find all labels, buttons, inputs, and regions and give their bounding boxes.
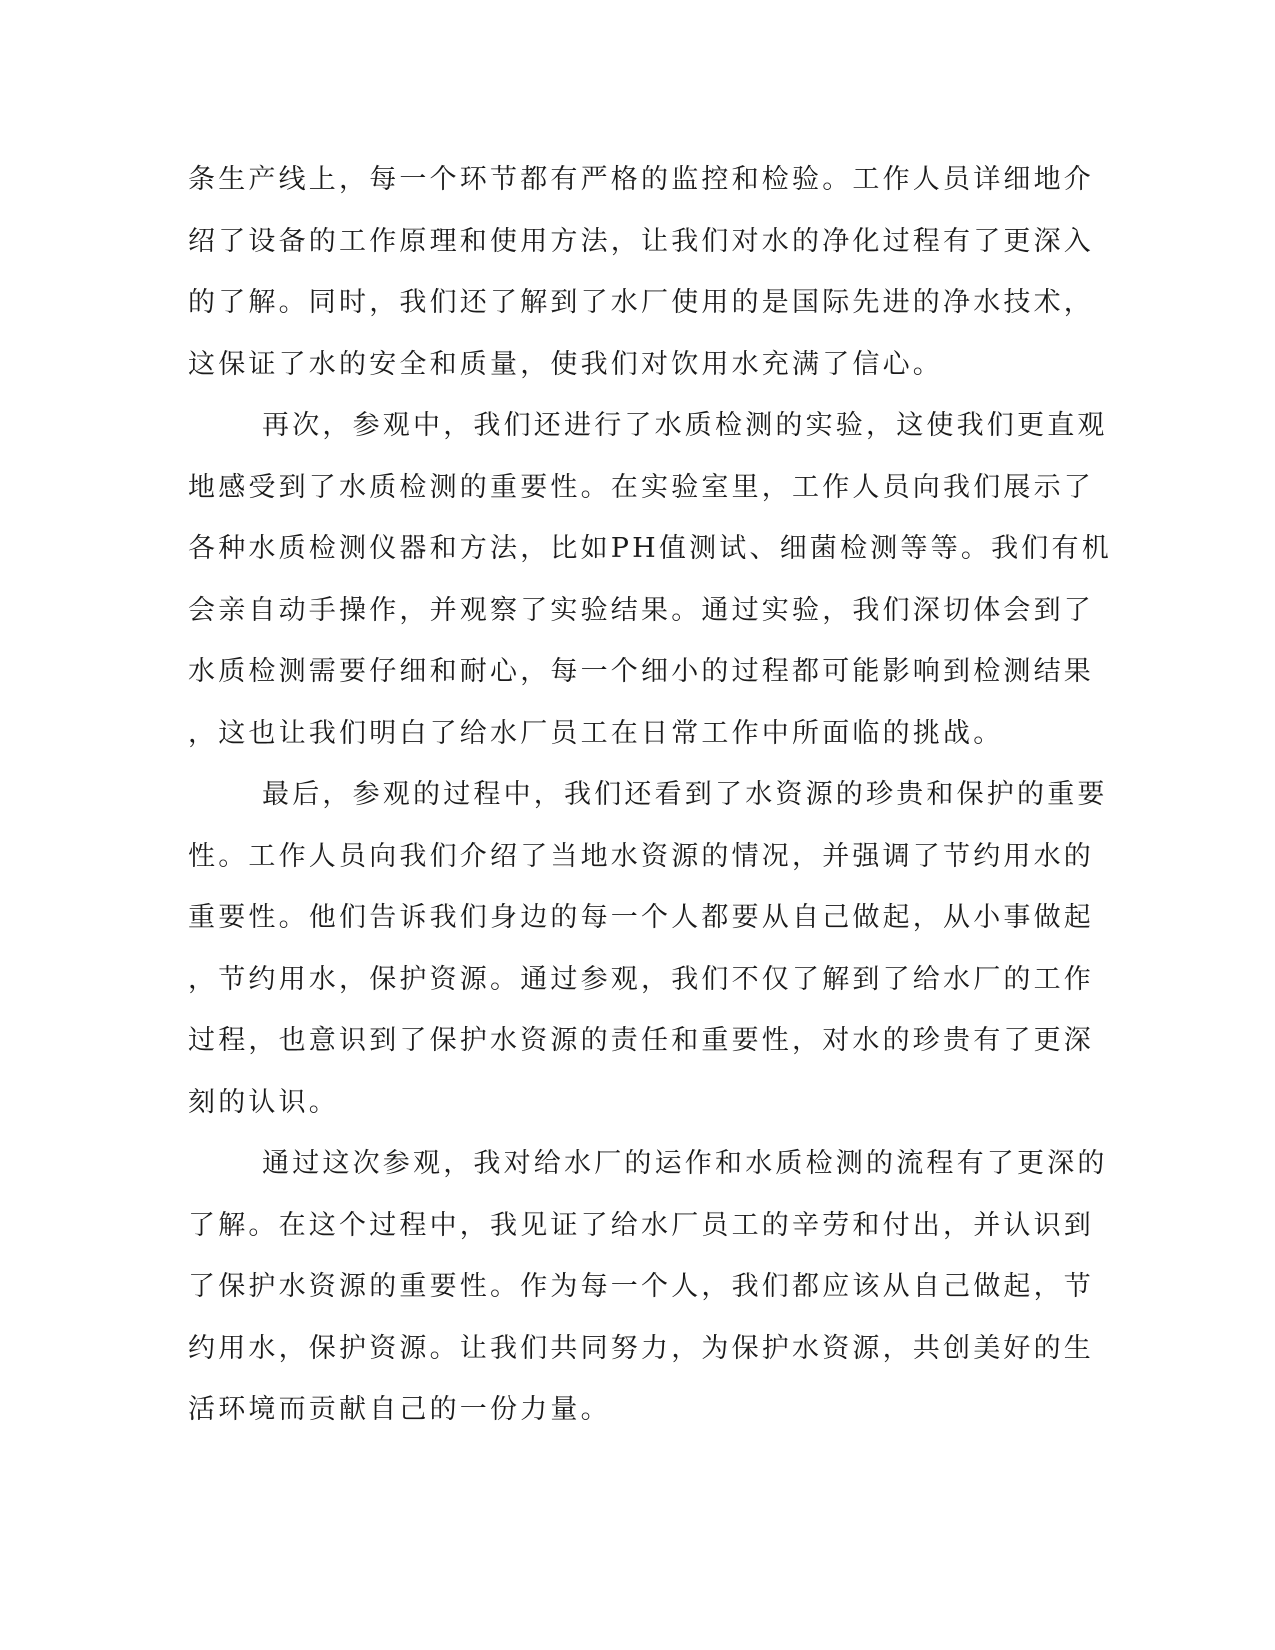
text-line: 了保护水资源的重要性。作为每一个人，我们都应该从自己做起，节 [188, 1271, 1094, 1302]
paragraph-water-resources [188, 776, 1108, 1145]
text-line: 地感受到了水质检测的重要性。在实验室里，工作人员向我们展示了 [188, 471, 1094, 503]
text-line: 水质检测需要仔细和耐心，每一个细小的过程都可能影响到检测结果 [188, 656, 1094, 687]
paragraph-conclusion [188, 1145, 1108, 1453]
text-line: 性。工作人员向我们介绍了当地水资源的情况，并强调了节约用水的 [188, 840, 1094, 872]
paragraph-water-quality-test [188, 407, 1112, 776]
text-line: 各种水质检测仪器和方法，比如PH值测试、细菌检测等等。我们有机 [188, 533, 1112, 564]
text-line: 活环境而贡献自己的一份力量。 [188, 1394, 611, 1425]
text-line: ，这也让我们明白了给水厂员工在日常工作中所面临的挑战。 [188, 717, 1004, 749]
text-line: 了解。在这个过程中，我见证了给水厂员工的辛劳和付出，并认识到 [188, 1209, 1094, 1241]
text-line: 最后，参观的过程中，我们还看到了水资源的珍贵和保护的重要 [262, 779, 1108, 810]
text-line: 通过这次参观，我对给水厂的运作和水质检测的流程有了更深的 [262, 1148, 1108, 1179]
text-line: 重要性。他们告诉我们身边的每一个人都要从自己做起，从小事做起 [188, 902, 1094, 933]
text-line: 再次，参观中，我们还进行了水质检测的实验，这使我们更直观 [262, 410, 1108, 441]
body-text [188, 161, 1112, 1453]
text-line: ，节约用水，保护资源。通过参观，我们不仅了解到了给水厂的工作 [188, 963, 1094, 995]
text-line: 会亲自动手操作，并观察了实验结果。通过实验，我们深切体会到了 [188, 594, 1094, 626]
text-line: 约用水，保护资源。让我们共同努力，为保护水资源，共创美好的生 [188, 1332, 1094, 1364]
text-line: 刻的认识。 [188, 1086, 339, 1118]
text-line: 过程，也意识到了保护水资源的责任和重要性，对水的珍贵有了更深 [188, 1025, 1094, 1056]
text-line: 条生产线上，每一个环节都有严格的监控和检验。工作人员详细地介 [188, 164, 1094, 195]
paragraph-continued [188, 161, 1094, 407]
text-line: 这保证了水的安全和质量，使我们对饮用水充满了信心。 [188, 348, 943, 380]
text-line: 绍了设备的工作原理和使用方法，让我们对水的净化过程有了更深入 [188, 225, 1094, 257]
text-line: 的了解。同时，我们还了解到了水厂使用的是国际先进的净水技术， [188, 287, 1094, 318]
